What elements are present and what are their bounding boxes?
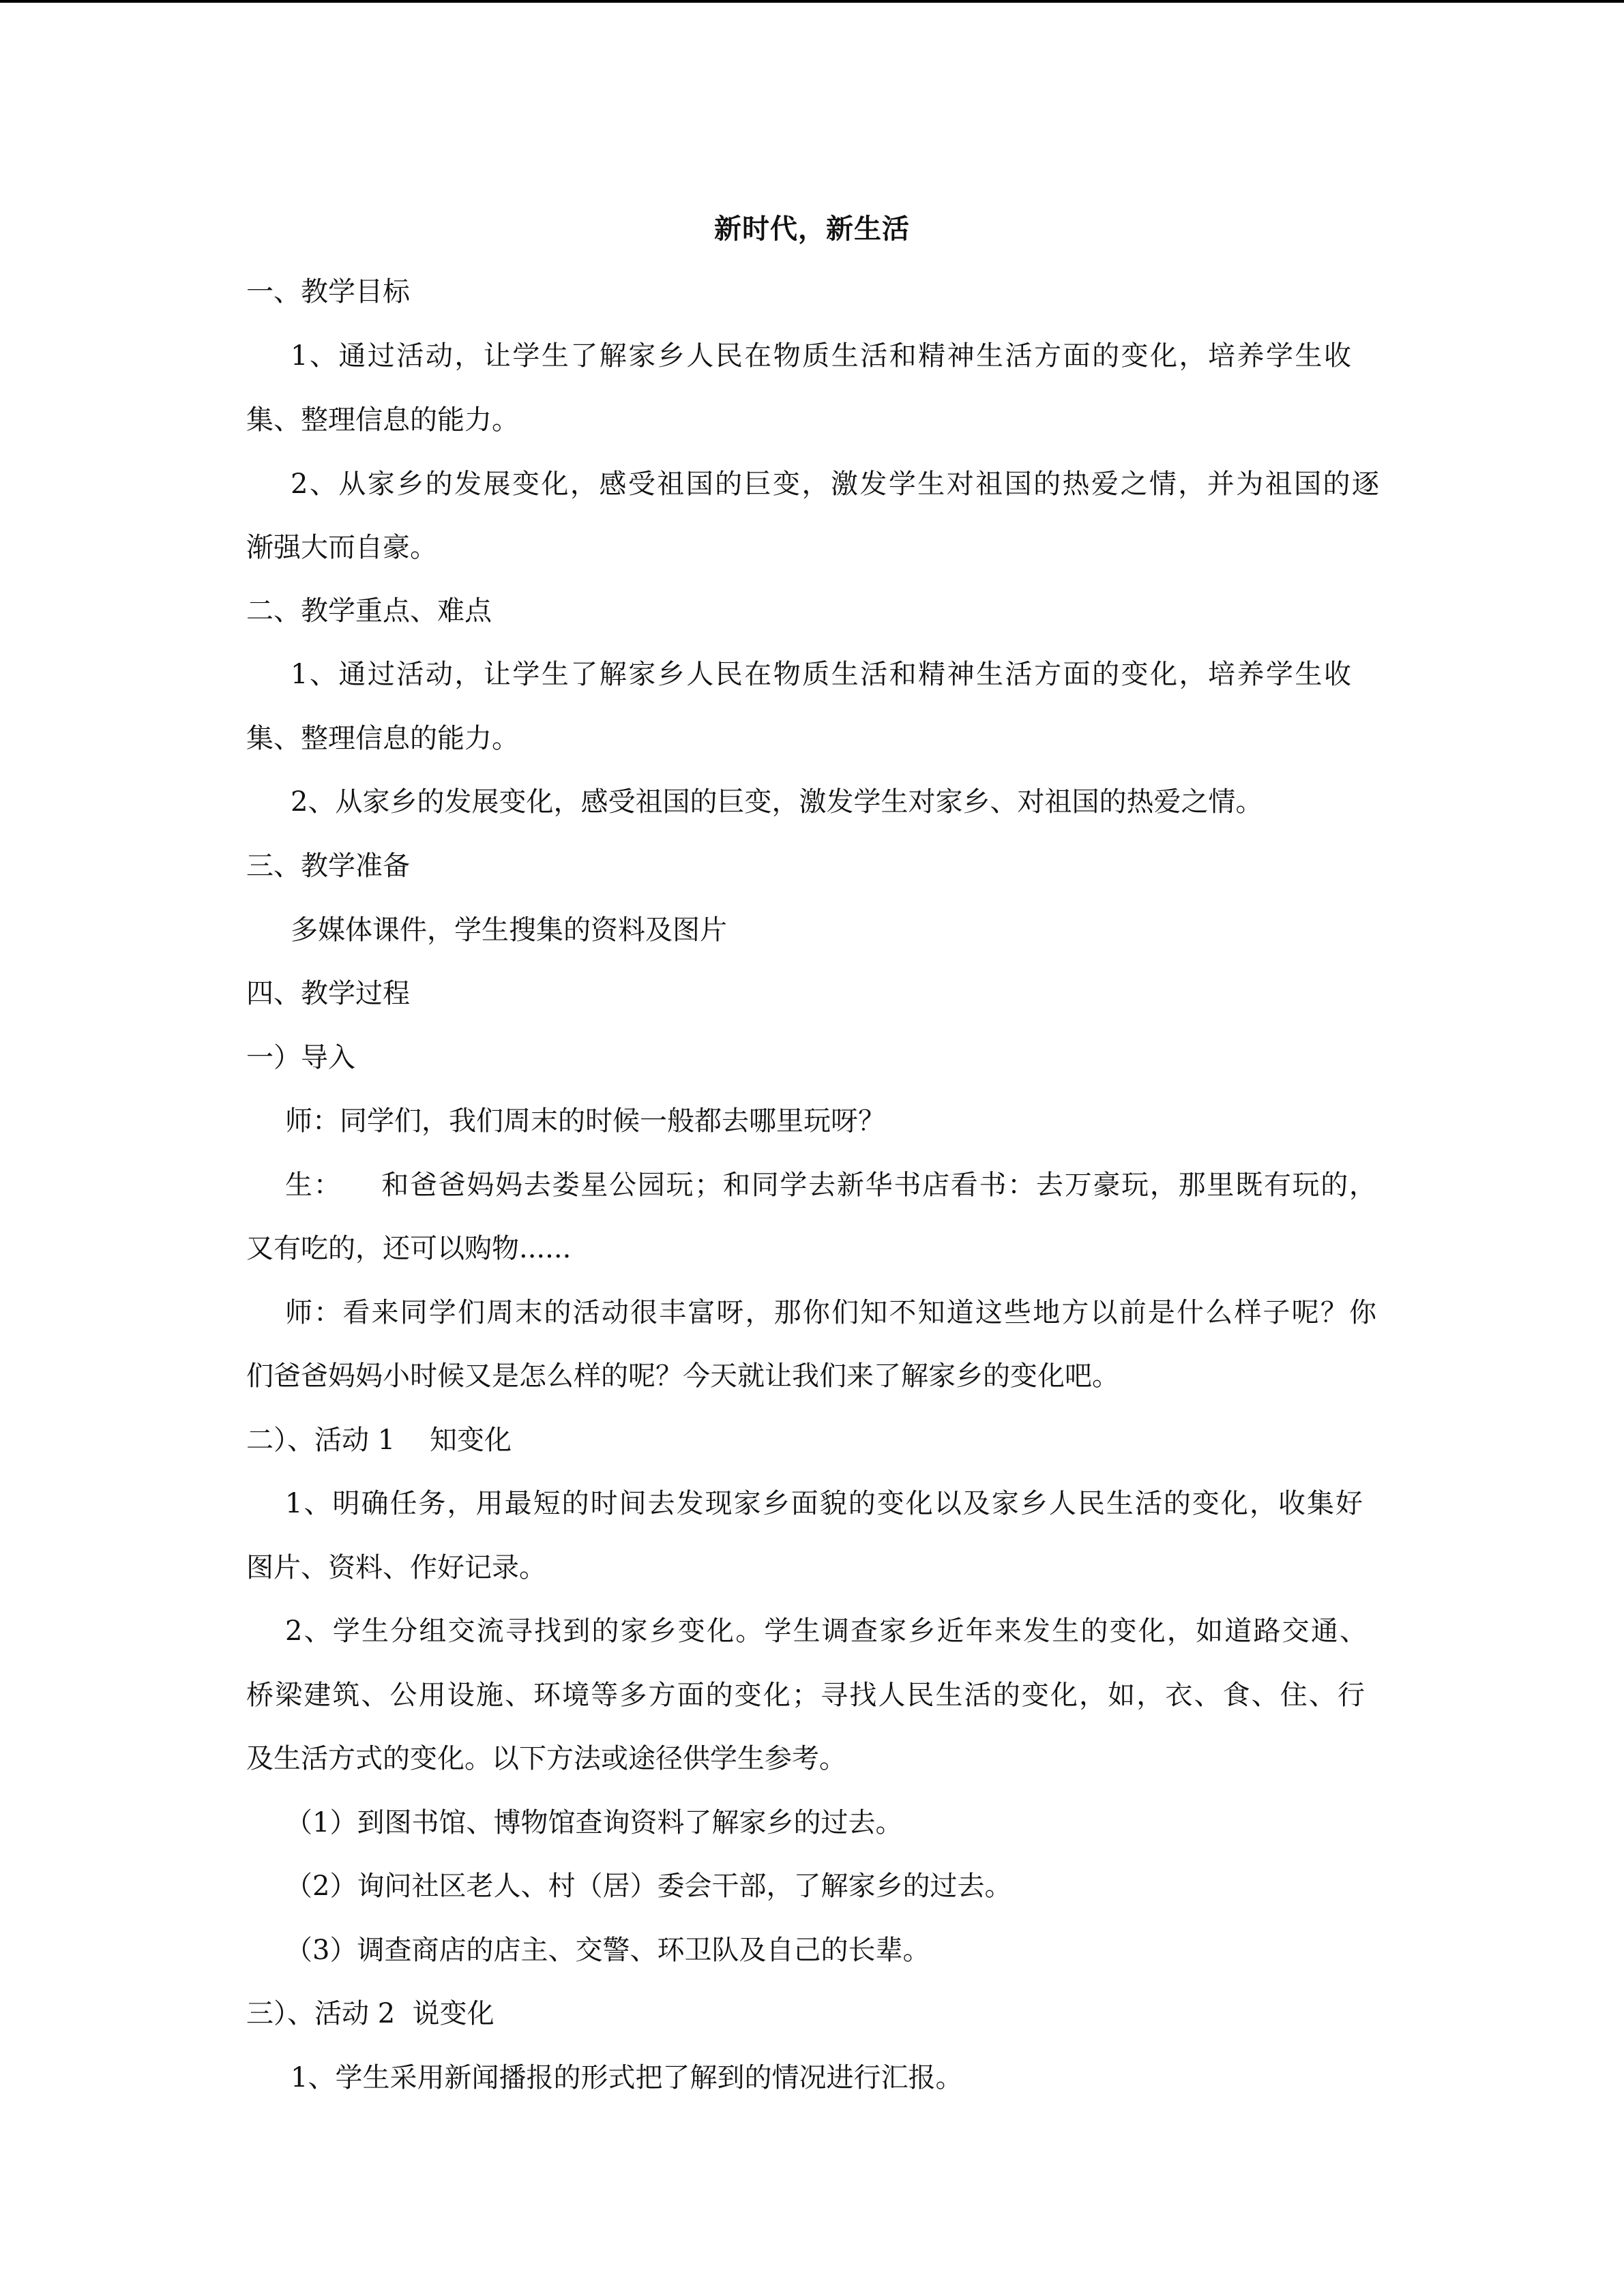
paragraph-line: 集、整理信息的能力。 — [246, 404, 519, 436]
paragraph-line: 2、学生分组交流寻找到的家乡变化。学生调查家乡近年来发生的变化，如道路交通、 — [285, 1615, 1367, 1647]
paragraph-line: 们爸爸妈妈小时候又是怎么样的呢？今天就让我们来了解家乡的变化吧。 — [246, 1360, 1119, 1392]
paragraph-line: 2、从家乡的发展变化，感受祖国的巨变，激发学生对祖国的热爱之情，并为祖国的逐 — [291, 468, 1379, 500]
subsection-heading-activity-1: 二）、活动 1 知变化 — [246, 1425, 512, 1456]
dialogue-line-student: 生： 和爸爸妈妈去娄星公园玩；和同学去新华书店看书：去万豪玩，那里既有玩的， — [285, 1169, 1376, 1201]
list-item: （1）到图书馆、博物馆查询资料了解家乡的过去。 — [285, 1807, 903, 1838]
section-heading-objectives: 一、教学目标 — [246, 276, 410, 308]
page-top-border — [0, 0, 1624, 3]
paragraph-line: 及生活方式的变化。以下方法或途径供学生参考。 — [246, 1743, 846, 1774]
paragraph-line: 渐强大而自豪。 — [246, 532, 437, 563]
section-heading-process: 四、教学过程 — [246, 978, 410, 1009]
paragraph-line: 图片、资料、作好记录。 — [246, 1552, 546, 1583]
paragraph-line: 又有吃的，还可以购物...... — [246, 1233, 572, 1264]
paragraph-line: 1、通过活动，让学生了解家乡人民在物质生活和精神生活方面的变化，培养学生收 — [291, 340, 1351, 372]
paragraph-line: 1、通过活动，让学生了解家乡人民在物质生活和精神生活方面的变化，培养学生收 — [291, 659, 1351, 690]
paragraph-line: 桥梁建筑、公用设施、环境等多方面的变化；寻找人民生活的变化，如，衣、食、住、行 — [246, 1680, 1365, 1711]
subsection-heading-activity-2: 三）、活动 2 说变化 — [246, 1998, 494, 2029]
section-heading-preparation: 三、教学准备 — [246, 850, 410, 882]
section-heading-key-points: 二、教学重点、难点 — [246, 595, 492, 627]
list-item: （2）询问社区老人、村（居）委会干部，了解家乡的过去。 — [285, 1870, 1012, 1902]
paragraph-line: 集、整理信息的能力。 — [246, 723, 519, 754]
dialogue-line-teacher: 师：看来同学们周末的活动很丰富呀，那你们知不知道这些地方以前是什么样子呢？你 — [285, 1297, 1376, 1328]
list-item: （3）调查商店的店主、交警、环卫队及自己的长辈。 — [285, 1935, 930, 1966]
document-title: 新时代，新生活 — [714, 213, 910, 245]
paragraph-line: 多媒体课件，学生搜集的资料及图片 — [291, 914, 727, 946]
paragraph-line: 2、从家乡的发展变化，感受祖国的巨变，激发学生对家乡、对祖国的热爱之情。 — [291, 786, 1263, 818]
dialogue-line-teacher: 师：同学们，我们周末的时候一般都去哪里玩呀？ — [285, 1105, 885, 1137]
paragraph-line: 1、学生采用新闻播报的形式把了解到的情况进行汇报。 — [291, 2062, 963, 2093]
paragraph-line: 1、明确任务，用最短的时间去发现家乡面貌的变化以及家乡人民生活的变化，收集好 — [285, 1488, 1363, 1519]
subsection-heading-intro: 一）导入 — [246, 1042, 355, 1073]
